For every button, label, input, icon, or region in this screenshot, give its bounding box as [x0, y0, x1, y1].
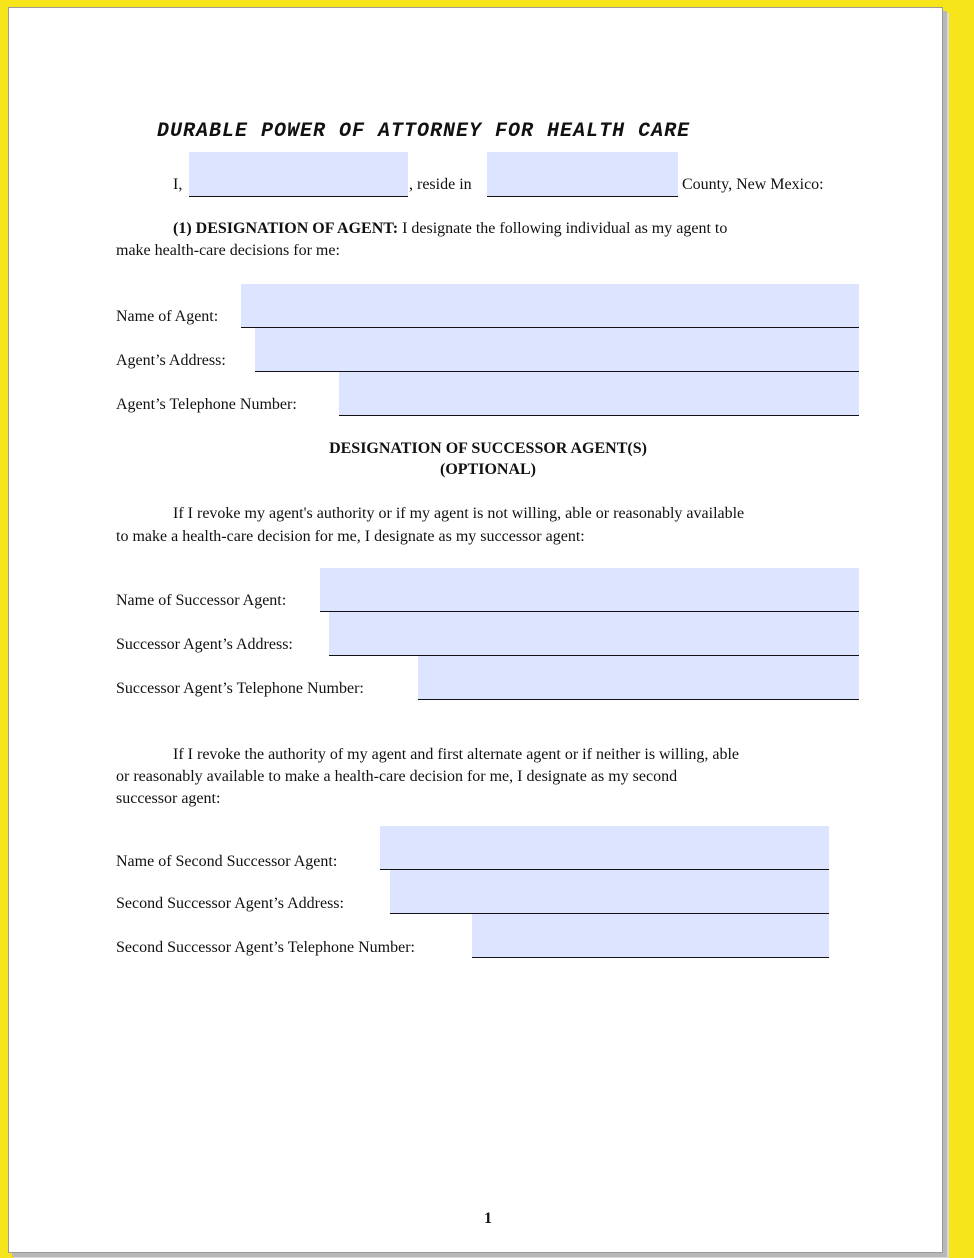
successor-name-label: Name of Successor Agent:: [116, 592, 287, 609]
intro-middle: , reside in: [409, 176, 472, 193]
intro-suffix: County, New Mexico:: [682, 176, 824, 193]
agent-phone-field[interactable]: [339, 372, 859, 416]
document-title: DURABLE POWER OF ATTORNEY FOR HEALTH CARE: [157, 120, 691, 143]
agent-name-label: Name of Agent:: [116, 308, 219, 325]
second-successor-text-line3: successor agent:: [116, 790, 221, 807]
successor-heading-line2: (OPTIONAL): [440, 461, 536, 478]
second-successor-address-field[interactable]: [390, 870, 829, 914]
second-successor-phone-label: Second Successor Agent’s Telephone Number:: [116, 939, 415, 956]
declarant-name-field[interactable]: [189, 152, 408, 197]
page-number: 1: [484, 1210, 492, 1227]
second-successor-name-field[interactable]: [380, 826, 829, 870]
second-successor-text-line2: or reasonably available to make a health-care decision for me, I designate as my second: [116, 768, 678, 785]
agent-phone-label: Agent’s Telephone Number:: [116, 396, 297, 413]
successor-text-line2: to make a health-care decision for me, I designate as my successor agent:: [116, 528, 585, 545]
successor-phone-label: Successor Agent’s Telephone Number:: [116, 680, 364, 697]
agent-address-label: Agent’s Address:: [116, 352, 226, 369]
section1-line1: [173, 218, 727, 240]
successor-phone-field[interactable]: [418, 656, 859, 700]
document-page: [8, 7, 943, 1253]
successor-address-field[interactable]: [329, 612, 859, 656]
section1-text-line1: I designate the following individual as my agent to: [402, 220, 728, 237]
intro-prefix: I,: [173, 176, 183, 193]
successor-text-line1: If I revoke my agent's authority or if my agent is not willing, able or reasonably available: [173, 505, 745, 522]
second-successor-name-label: Name of Second Successor Agent:: [116, 853, 338, 870]
second-successor-text-line1: If I revoke the authority of my agent and first alternate agent or if neither is willing, able: [173, 746, 740, 763]
section1-heading: (1) DESIGNATION OF AGENT:: [173, 220, 399, 237]
agent-name-field[interactable]: [241, 284, 859, 328]
successor-address-label: Successor Agent’s Address:: [116, 636, 293, 653]
successor-heading-line1: DESIGNATION OF SUCCESSOR AGENT(S): [329, 440, 647, 457]
second-successor-phone-field[interactable]: [472, 914, 829, 958]
second-successor-address-label: Second Successor Agent’s Address:: [116, 895, 344, 912]
section1-text-line2: make health-care decisions for me:: [116, 242, 340, 259]
county-field[interactable]: [487, 152, 678, 197]
successor-name-field[interactable]: [320, 568, 859, 612]
agent-address-field[interactable]: [255, 328, 859, 372]
